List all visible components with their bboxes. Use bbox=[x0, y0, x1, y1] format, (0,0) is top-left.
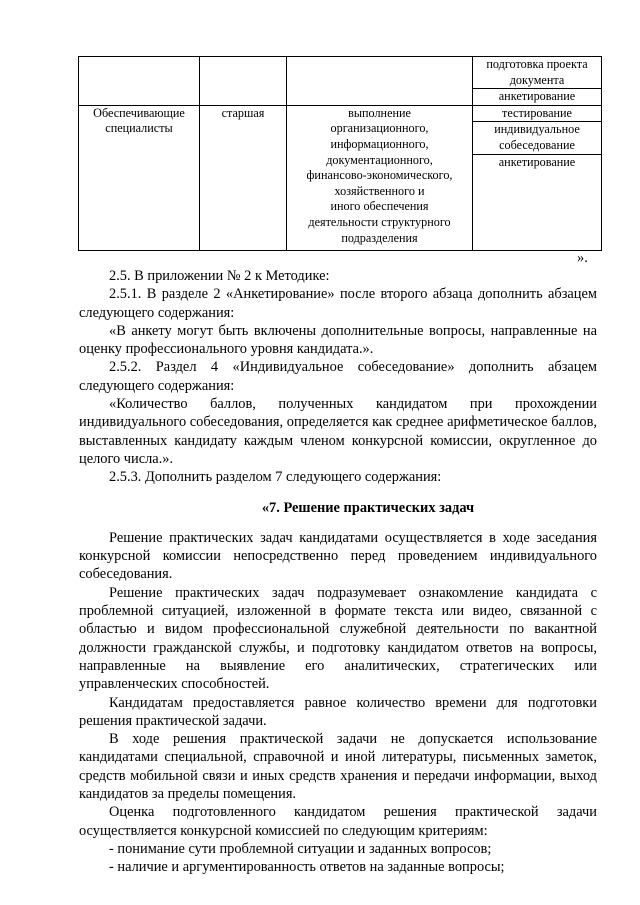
duties-line: выполнение bbox=[348, 105, 411, 120]
paragraph: 2.5.1. В разделе 2 «Анкетирование» после второго абзаца дополнить абзацем следующего содержания: bbox=[79, 286, 597, 321]
method-item: анкетирование bbox=[498, 154, 576, 169]
table-row bbox=[79, 57, 602, 106]
duties-line: иного обеспечения bbox=[330, 199, 429, 214]
table-closing-quote: ». bbox=[577, 250, 588, 266]
duties-line: документационного, bbox=[326, 152, 433, 167]
table-row bbox=[79, 105, 602, 250]
duties-cell bbox=[287, 105, 473, 250]
positions-table bbox=[78, 56, 602, 251]
paragraph: Кандидатам предоставляется равное количество времени для подготовки решения практической задачи. bbox=[79, 694, 597, 729]
position-category-cell: старшая bbox=[200, 105, 287, 250]
method-item: анкетирование bbox=[498, 89, 576, 104]
list-item: - наличие и аргументированность ответов на заданные вопросы; bbox=[109, 859, 505, 876]
paragraph: 2.5. В приложении № 2 к Методике: bbox=[109, 268, 330, 284]
table-cell bbox=[287, 57, 473, 106]
paragraph: «Количество баллов, полученных кандидатом при прохождении индивидуального собеседования, определяется как среднее арифметическое баллов, выставленных кандидату каждым членом конкурсной комиссии, округленное до целого числа.». bbox=[79, 396, 597, 467]
duties-line: деятельности структурного bbox=[308, 214, 451, 229]
table-cell bbox=[200, 57, 287, 106]
paragraph: Решение практических задач подразумевает ознакомление кандидата с проблемной ситуацией, изложенной в формате текста или видео, связанной с областью и видом профессиональной служебной деятельности по вакантной должности гражданской службы, и подготовку кандидатом ответов на вопросы, направленные на выявление его аналитических, стратегических или управленческих способностей. bbox=[79, 584, 597, 693]
methods-cell bbox=[473, 105, 602, 250]
duties-line: организационного, bbox=[330, 121, 429, 136]
paragraph: 2.5.3. Дополнить разделом 7 следующего содержания: bbox=[109, 469, 442, 486]
list-item: - понимание сути проблемной ситуации и заданных вопросов; bbox=[109, 840, 492, 857]
table-cell bbox=[473, 57, 602, 106]
paragraph: Оценка подготовленного кандидатом решения практической задачи осуществляется конкурсной комиссией по следующим критериям: bbox=[79, 804, 597, 839]
method-item: тестирование bbox=[473, 106, 601, 123]
method-item: подготовка проекта документа bbox=[473, 57, 601, 89]
paragraph: 2.5.2. Раздел 4 «Индивидуальное собеседование» дополнить абзацем следующего содержания: bbox=[79, 359, 597, 394]
duties-line: информационного, bbox=[330, 136, 429, 151]
paragraph: Решение практических задач кандидатами осуществляется в ходе заседания конкурсной комиссии непосредственно перед проведением индивидуального собеседования. bbox=[79, 529, 597, 583]
duties-line: финансово-экономического, bbox=[306, 168, 453, 183]
duties-line: хозяйственного и bbox=[334, 183, 425, 198]
paragraph: «В анкету могут быть включены дополнительные вопросы, направленные на оценку профессионального уровня кандидата.». bbox=[79, 322, 597, 358]
table-cell bbox=[79, 57, 200, 106]
paragraph: В ходе решения практической задачи не допускается использование кандидатами специальной, справочной и иной литературы, письменных заметок, средств мобильной связи и иных средств хранения и передачи информации, выход кандидатов за пределы помещения. bbox=[79, 731, 597, 803]
section-heading: «7. Решение практических задач bbox=[261, 499, 475, 516]
duties-line: подразделения bbox=[341, 230, 418, 245]
document-body bbox=[79, 267, 597, 877]
position-group-cell: Обеспечивающие специалисты bbox=[79, 105, 200, 250]
method-item: индивидуальное собеседование bbox=[473, 122, 601, 154]
